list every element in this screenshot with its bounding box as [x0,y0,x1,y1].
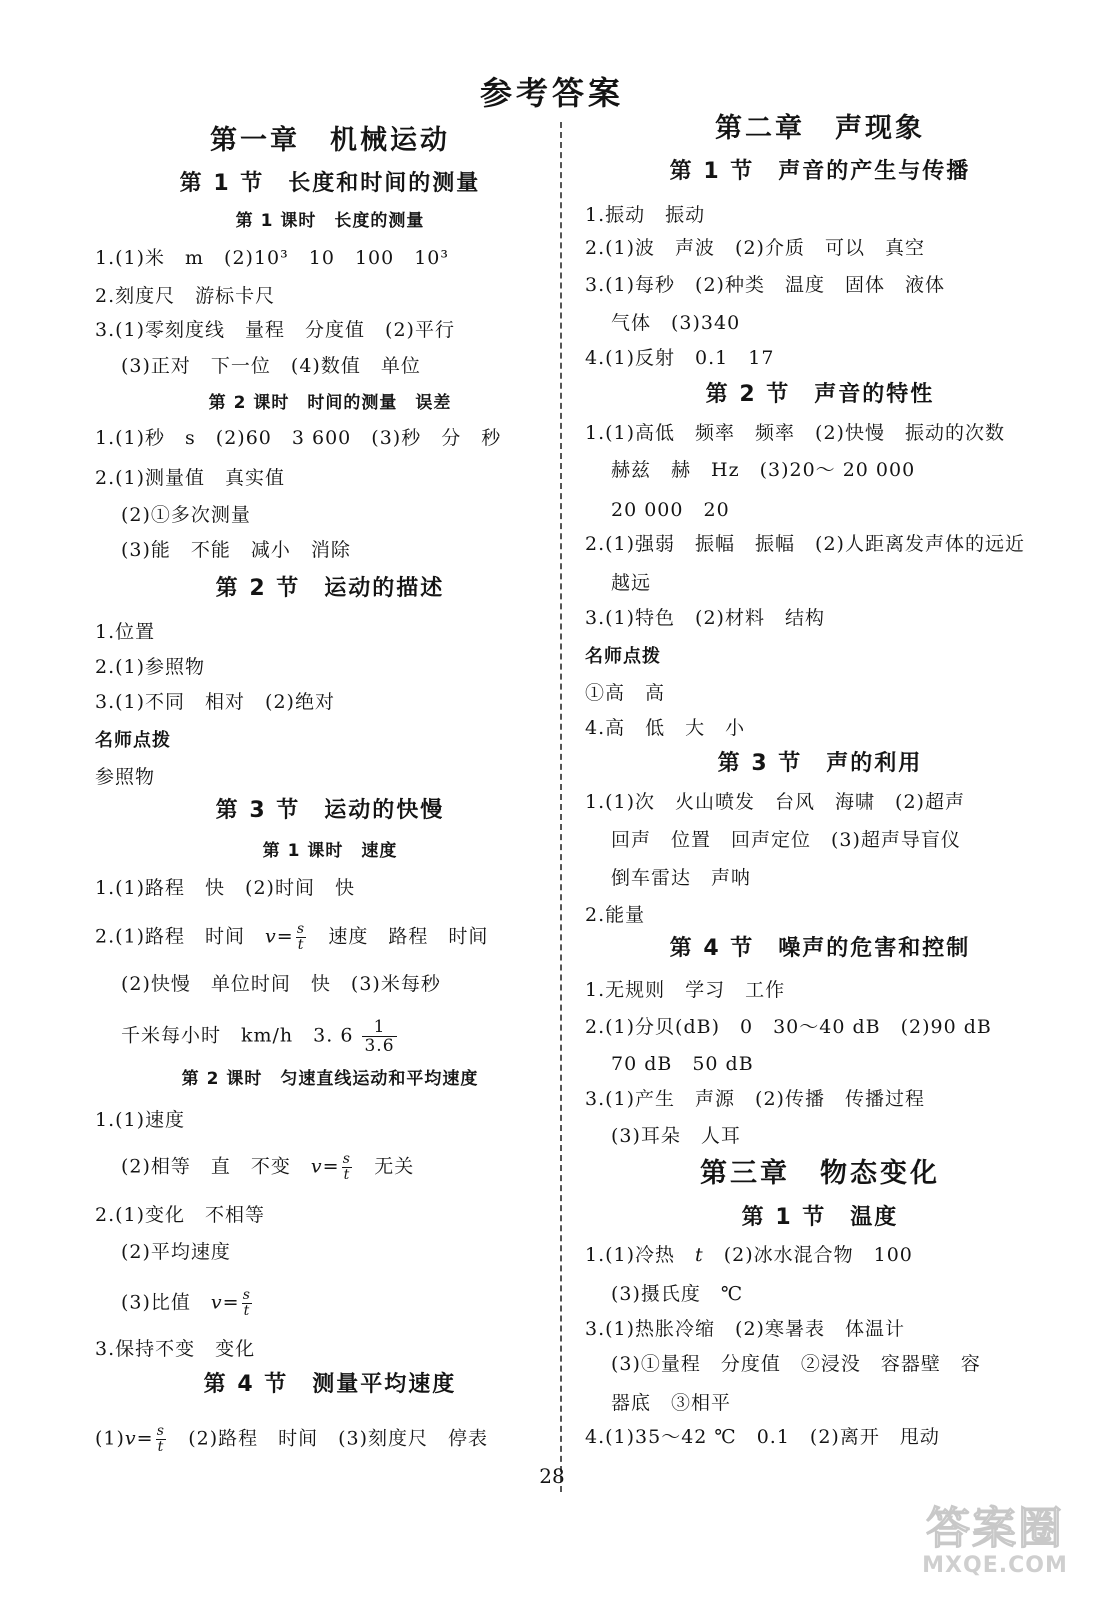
answer-line: 倒车雷达 声呐 [611,867,752,889]
section-heading: 第 1 节 温度 [741,1205,899,1230]
answer-line: 4.(1)35～42 ℃ 0.1 (2)离开 甩动 [585,1426,940,1448]
formula-lhs: v= [310,1155,340,1178]
chapter-heading: 第三章 物态变化 [700,1158,940,1189]
section-heading: 第 4 节 测量平均速度 [203,1372,457,1397]
fraction-denominator: t [343,1167,351,1183]
page-number: 28 [539,1464,565,1488]
formula-lhs: v= [210,1291,240,1314]
answer-line: 1.(1)次 火山喷发 台风 海啸 (2)超声 [585,791,965,813]
answer-line [121,1288,254,1319]
conversion-fraction [362,1018,396,1055]
answer-line [121,1152,414,1183]
answer-text: (2)冰水混合物 100 [703,1244,913,1266]
fraction-numerator: s [156,1423,165,1439]
answer-line: 越远 [611,572,652,594]
tip-label: 名师点拨 [95,730,171,751]
fraction-denominator: t [243,1303,251,1319]
answer-line: 3.(1)不同 相对 (2)绝对 [95,691,335,713]
fraction-numerator: 1 [373,1017,386,1037]
chapter-heading: 第一章 机械运动 [210,125,450,156]
answer-line [121,1018,399,1055]
section-heading: 第 3 节 运动的快慢 [215,798,445,823]
answer-line: (2)平均速度 [121,1241,231,1263]
answer-line: 2.(1)变化 不相等 [95,1204,266,1226]
answer-line [95,1424,488,1455]
section-heading: 第 2 节 运动的描述 [215,576,445,601]
answer-line: 4.(1)反射 0.1 17 [585,347,775,369]
formula-lhs: v= [265,925,294,948]
lesson-heading: 第 2 课时 匀速直线运动和平均速度 [181,1069,479,1089]
answer-line: 2.(1)测量值 真实值 [95,467,286,489]
fraction-denominator: t [157,1439,165,1455]
formula-fraction [342,1152,353,1183]
answer-line: 3.(1)零刻度线 量程 分度值 (2)平行 [95,319,455,341]
answer-line [95,922,488,953]
answer-line: 3.(1)特色 (2)材料 结构 [585,607,825,629]
tip-label: 名师点拨 [585,646,661,667]
section-heading: 第 1 节 长度和时间的测量 [179,171,481,196]
answer-line: 70 dB 50 dB [611,1053,754,1075]
answer-line: 2.(1)分贝(dB) 0 30～40 dB (2)90 dB [585,1016,992,1038]
answer-line: (2)快慢 单位时间 快 (3)米每秒 [121,973,441,995]
section-heading: 第 1 节 声音的产生与传播 [669,159,971,184]
answer-line: 1.(1)高低 频率 频率 (2)快慢 振动的次数 [585,422,1005,444]
section-heading: 第 3 节 声的利用 [717,751,923,776]
answer-text: 无关 [354,1155,415,1178]
fraction-numerator: s [242,1287,251,1303]
lesson-heading: 第 1 课时 速度 [262,841,398,861]
answer-line: 1.(1)速度 [95,1109,186,1131]
watermark [900,1505,1090,1590]
answer-line: (3)正对 下一位 (4)数值 单位 [121,355,421,377]
answer-line: 3.(1)热胀冷缩 (2)寒暑表 体温计 [585,1318,905,1340]
answer-line: 回声 位置 回声定位 (3)超声导盲仪 [611,829,961,851]
answer-line: 4.高 低 大 小 [585,717,746,739]
answer-line: 2.能量 [585,904,646,926]
section-heading: 第 2 节 声音的特性 [705,382,935,407]
page-title: 参考答案 [479,74,624,112]
fraction-numerator: s [342,1151,351,1167]
fraction-denominator: 3.6 [364,1036,395,1056]
answer-text: (3)比值 [121,1291,211,1314]
answer-line: (3)耳朵 人耳 [611,1125,741,1147]
answer-line: 3.(1)产生 声源 (2)传播 传播过程 [585,1088,925,1110]
answer-line: 1.无规则 学习 工作 [585,979,786,1001]
chapter-heading: 第二章 声现象 [715,113,925,144]
answer-text: 速度 路程 时间 [308,925,489,948]
answer-line: 2.(1)强弱 振幅 振幅 (2)人距离发声体的远近 [585,533,1025,555]
answer-line: 1.(1)路程 快 (2)时间 快 [95,877,355,899]
formula-fraction [296,922,307,953]
formula-fraction [156,1424,167,1455]
answer-line [585,1243,913,1267]
answer-line: 3.保持不变 变化 [95,1338,256,1360]
answer-line: 气体 (3)340 [611,312,741,334]
answer-line: 1.位置 [95,621,156,643]
fraction-numerator: s [296,921,306,937]
watermark-url: MXQE.COM [922,1553,1068,1578]
answer-text: (1) [95,1427,125,1450]
answer-line: 2.(1)波 声波 (2)介质 可以 真空 [585,237,925,259]
answer-line: ①高 高 [585,682,666,704]
answer-text: 千米每小时 km/h 3. 6 [121,1024,354,1047]
formula-lhs: v= [124,1427,154,1450]
answer-line: (2)①多次测量 [121,504,251,526]
answer-line: 1.振动 振动 [585,204,706,226]
answer-text: (2)路程 时间 (3)刻度尺 停表 [168,1427,489,1450]
answer-text: 2.(1)路程 时间 [95,925,266,948]
temperature-symbol: t [695,1244,704,1266]
lesson-heading: 第 2 课时 时间的测量 误差 [208,393,452,413]
answer-line: (3)摄氏度 ℃ [611,1283,744,1305]
answer-line: 3.(1)每秒 (2)种类 温度 固体 液体 [585,274,945,296]
answer-line: 赫兹 赫 Hz (3)20～ 20 000 [611,459,916,481]
answer-line: 参照物 [95,766,156,788]
answer-line: 1.(1)米 m (2)10³ 10 100 10³ [95,247,450,269]
watermark-logo: 答案圈 [926,1503,1064,1554]
answer-text: (2)相等 直 不变 [121,1155,311,1178]
fraction-denominator: t [297,937,305,953]
answer-line: (3)①量程 分度值 ②浸没 容器壁 容 [611,1353,981,1375]
answer-line: 20 000 20 [611,499,730,521]
lesson-heading: 第 1 课时 长度的测量 [235,211,425,231]
answer-line: 器底 ③相平 [611,1392,732,1414]
answer-line: 2.(1)参照物 [95,656,206,678]
formula-fraction [242,1288,253,1319]
section-heading: 第 4 节 噪声的危害和控制 [669,936,971,961]
answer-text: 1.(1)冷热 [585,1244,696,1266]
answer-line: 1.(1)秒 s (2)60 3 600 (3)秒 分 秒 [95,427,502,449]
answer-line: (3)能 不能 减小 消除 [121,539,351,561]
answer-line: 2.刻度尺 游标卡尺 [95,285,276,307]
